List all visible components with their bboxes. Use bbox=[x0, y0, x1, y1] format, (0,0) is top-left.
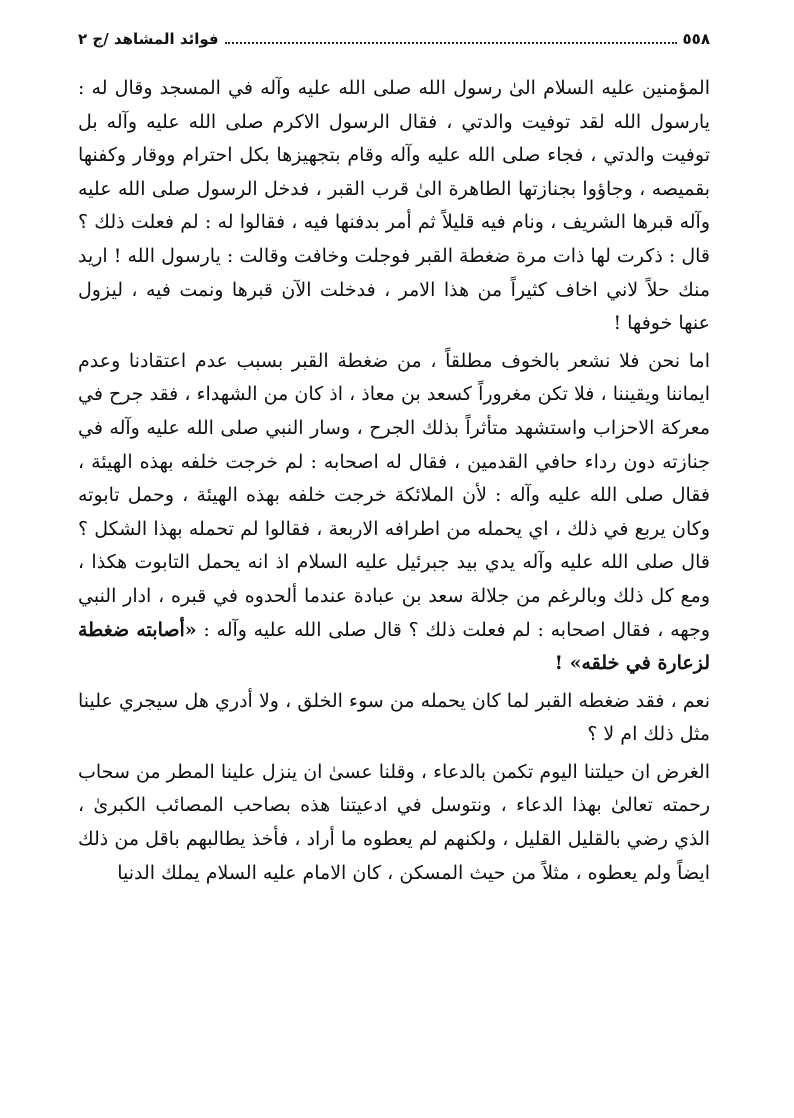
body-text bbox=[78, 72, 710, 890]
running-header bbox=[78, 30, 710, 64]
paragraph-2-text: اما نحن فلا نشعر بالخوف مطلقاً ، من ضغطة القبر بسبب عدم اعتقادنا وعدم ايماننا ويقيننا ، فلا تكن مغروراً كسعد بن معاذ ، اذ كان من الشهداء ، فقد جرح في معركة الاحزاب واستشهد متأثراً بذلك الجرح ، وسار النبي صلى الله عليه وآله في جنازته دون رداء حافي القدمين ، فقال له اصحابه : لم خرجت خلفه بهذه الهيئة ، فقال صلى الله عليه وآله : لأن الملائكة خرجت خلفه بهذه الهيئة ، وحمل تابوته وكان يربع في ذلك ، اي يحمله من اطرافه الاربعة ، فقالوا لم تحمله بهذا الشكل ؟ قال صلى الله عليه وآله يدي بيد جبرئيل عليه السلام اذ انه يحمل التابوت هكذا ، ومع كل ذلك وبالرغم من جلالة سعد بن عبادة عندما ألحدوه في قبره ، ادار النبي وجهه ، فقال اصحابه : لم فعلت ذلك ؟ قال صلى الله عليه وآله : bbox=[78, 349, 710, 641]
document-page bbox=[78, 30, 710, 890]
paragraph-4: الغرض ان حيلتنا اليوم تكمن بالدعاء ، وقلنا عسىٰ ان ينزل علينا المطر من سحاب رحمته تعالىٰ بهذا الدعاء ، ونتوسل في ادعيتنا هذه بصاحب المصائب الكبرىٰ ، الذي رضي بالقليل القليل ، ولكنهم لم يعطوه ما أراد ، فأخذ يطالبهم باقل من ذلك ايضاً ولم يعطوه ، مثلاً من حيث المسكن ، كان الامام عليه السلام يملك الدنيا bbox=[78, 760, 710, 884]
quote-text: «أصابته ضغطة لزعارة في خلقه» ! bbox=[78, 618, 710, 675]
paragraph-1: المؤمنين عليه السلام الیٰ رسول الله صلى الله عليه وآله في المسجد وقال له : يارسول الله لقد توفيت والدتي ، فقال الرسول الاكرم صلى الله عليه وآله بل توفيت والدتي ، فجاء صلى الله عليه وآله وقام بتجهيزها بكل احترام ووقار وكفنها بقميصه ، وجاؤوا بجنازتها الطاهرة الیٰ قرب القبر ، فدخل الرسول صلى الله عليه وآله قبرها الشريف ، ونام فيه قليلاً ثم أمر بدفنها فيه ، فقالوا له : لم فعلت ذلك ؟ قال : ذكرت لها ذات مرة ضغطة القبر فوجلت وخافت وقالت : يارسول الله ! اريد منك حلاً لاني اخاف كثيراً من هذا الامر ، فدخلت الآن قبرها ونمت فيه ، ليزول عنها خوفها ! bbox=[78, 77, 710, 335]
header-dotted-leader bbox=[225, 30, 677, 44]
page-number: ٥٥٨ bbox=[682, 30, 710, 48]
book-title: فوائد المشاهد /ج ٢ bbox=[78, 30, 219, 48]
paragraph-2 bbox=[78, 345, 710, 681]
paragraph-3: نعم ، فقد ضغطه القبر لما كان يحمله من سوء الخلق ، ولا أدري هل سيجري علينا مثل ذلك ام لا ؟ bbox=[78, 689, 710, 746]
